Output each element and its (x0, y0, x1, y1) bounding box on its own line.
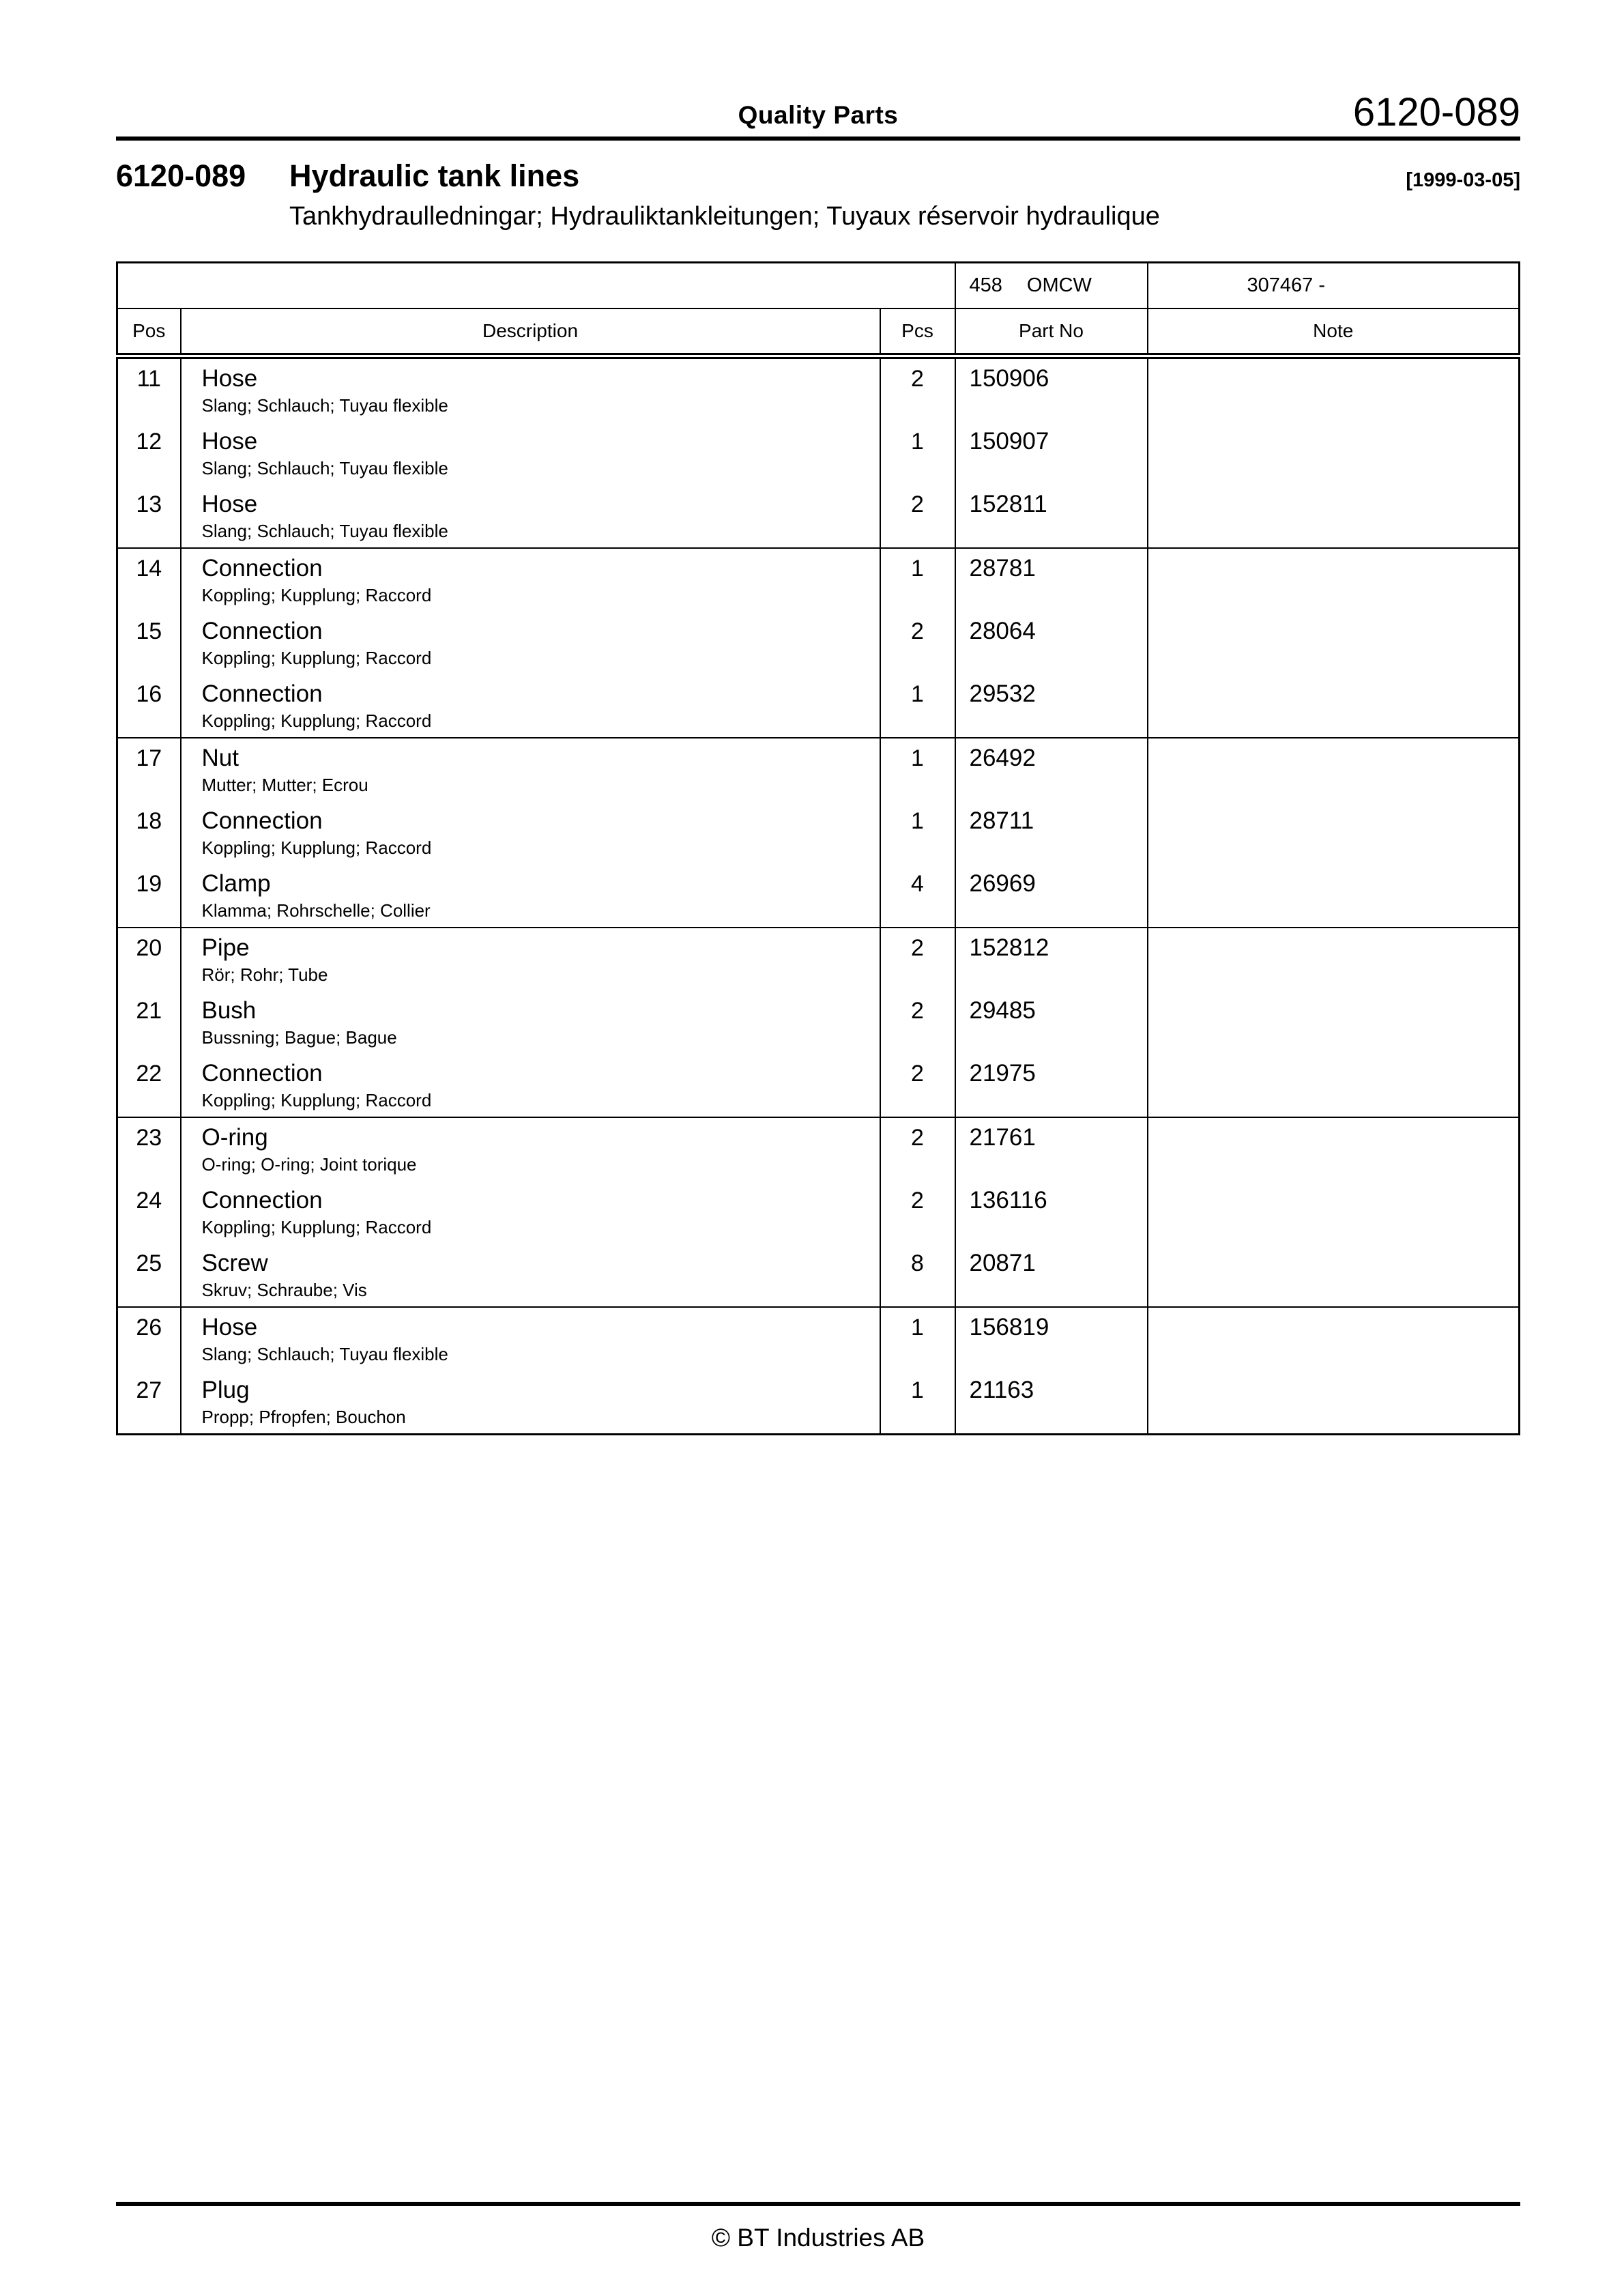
row-description-cell (181, 1181, 880, 1244)
row-description-sub: Mutter; Mutter; Ecrou (201, 775, 368, 795)
table-meta-row (117, 263, 1520, 309)
row-description: Hose (201, 491, 258, 517)
col-header-description: Description (181, 308, 880, 356)
row-description-sub: Klamma; Rohrschelle; Collier (201, 900, 431, 921)
row-note (1148, 1307, 1520, 1371)
row-description-cell (181, 1307, 880, 1371)
row-description-cell (181, 1371, 880, 1435)
page-footer (116, 2202, 1520, 2252)
row-part-no: 26492 (955, 738, 1148, 801)
row-description-cell (181, 485, 880, 548)
parts-table (116, 261, 1520, 1435)
row-part-no: 26969 (955, 864, 1148, 928)
row-pos: 25 (136, 1250, 162, 1276)
row-description-sub: Skruv; Schraube; Vis (201, 1280, 367, 1300)
row-pcs: 8 (880, 1244, 955, 1307)
row-description: O-ring (201, 1124, 268, 1151)
row-pcs: 4 (880, 864, 955, 928)
page-header (116, 41, 1520, 137)
row-description: Hose (201, 428, 258, 455)
brand-title: Quality Parts (738, 101, 899, 129)
row-description: Connection (201, 555, 323, 582)
table-row (117, 1117, 1520, 1181)
row-part-no: 20871 (955, 1244, 1148, 1307)
table-row (117, 1307, 1520, 1371)
row-pcs: 1 (880, 801, 955, 864)
table-row (117, 1244, 1520, 1307)
row-pos: 27 (136, 1377, 162, 1403)
table-row (117, 738, 1520, 801)
header-rule (116, 137, 1520, 141)
row-part-no: 28064 (955, 612, 1148, 674)
row-pos: 15 (136, 618, 162, 644)
row-part-no: 152811 (955, 485, 1148, 548)
row-pcs: 1 (880, 674, 955, 738)
row-note (1148, 864, 1520, 928)
meta-empty-cell (117, 263, 955, 309)
row-pcs: 1 (880, 738, 955, 801)
row-note (1148, 356, 1520, 422)
row-description: Clamp (201, 870, 271, 897)
row-part-no: 21163 (955, 1371, 1148, 1435)
table-row (117, 1054, 1520, 1117)
row-pcs: 2 (880, 1117, 955, 1181)
row-description: Bush (201, 997, 257, 1024)
title-row (116, 158, 1520, 194)
row-part-no: 150907 (955, 422, 1148, 485)
row-part-no: 156819 (955, 1307, 1148, 1371)
row-pos: 12 (136, 429, 162, 455)
row-description: Hose (201, 365, 258, 392)
table-row (117, 1371, 1520, 1435)
row-pos: 17 (117, 738, 181, 801)
row-part-no: 152812 (955, 928, 1148, 991)
row-description-sub: Bussning; Bague; Bague (201, 1027, 397, 1048)
row-description-sub: Koppling; Kupplung; Raccord (201, 837, 432, 858)
row-note (1148, 738, 1520, 801)
page-title: Hydraulic tank lines (289, 158, 580, 193)
table-row (117, 548, 1520, 612)
row-description-sub: Propp; Pfropfen; Bouchon (201, 1407, 406, 1427)
row-description-cell (181, 991, 880, 1054)
row-part-no: 28781 (955, 548, 1148, 612)
meta-serial-cell (1148, 263, 1520, 309)
row-part-no: 21975 (955, 1054, 1148, 1117)
row-description: Screw (201, 1250, 268, 1276)
row-note (1148, 928, 1520, 991)
row-description: Nut (201, 745, 239, 771)
meta-model: 458 (969, 274, 1002, 296)
row-note (1148, 991, 1520, 1054)
row-description: Connection (201, 1060, 323, 1087)
row-part-no: 136116 (955, 1181, 1148, 1244)
table-row (117, 485, 1520, 548)
row-description-cell (181, 356, 880, 422)
row-pcs: 2 (880, 485, 955, 548)
table-row (117, 928, 1520, 991)
meta-model-code-cell (955, 263, 1148, 309)
row-description-sub: Koppling; Kupplung; Raccord (201, 1217, 432, 1237)
row-description-cell (181, 864, 880, 928)
row-description-cell (181, 928, 880, 991)
row-note (1148, 612, 1520, 674)
row-part-no: 28711 (955, 801, 1148, 864)
row-description: Connection (201, 618, 323, 644)
row-description-cell (181, 422, 880, 485)
row-description: Pipe (201, 934, 250, 961)
meta-serial: 307467 - (1247, 274, 1325, 296)
row-note (1148, 1244, 1520, 1307)
row-note (1148, 801, 1520, 864)
row-part-no: 21761 (955, 1117, 1148, 1181)
row-description: Plug (201, 1377, 250, 1403)
row-description-sub: Slang; Schlauch; Tuyau flexible (201, 521, 448, 541)
col-header-pos: Pos (117, 308, 181, 356)
table-row (117, 864, 1520, 928)
row-pcs: 2 (880, 928, 955, 991)
row-pcs: 2 (880, 356, 955, 422)
row-description-sub: Rör; Rohr; Tube (201, 964, 328, 985)
doc-number: 6120-089 (116, 158, 246, 193)
row-pos: 16 (136, 681, 162, 707)
table-row (117, 422, 1520, 485)
row-pcs: 2 (880, 612, 955, 674)
copyright: © BT Industries AB (711, 2224, 925, 2252)
row-description-cell (181, 1117, 880, 1181)
row-pos: 14 (117, 548, 181, 612)
row-note (1148, 548, 1520, 612)
revision-date: [1999-03-05] (1406, 169, 1520, 191)
col-header-part-no: Part No (955, 308, 1148, 356)
table-header-row (117, 308, 1520, 356)
row-pcs: 1 (880, 1307, 955, 1371)
row-pos: 21 (136, 998, 162, 1024)
meta-code: OMCW (1026, 274, 1092, 296)
row-description-sub: O-ring; O-ring; Joint torique (201, 1154, 417, 1175)
row-description-cell (181, 674, 880, 738)
row-pos: 24 (136, 1188, 162, 1214)
row-pos: 26 (117, 1307, 181, 1371)
row-pos: 23 (117, 1117, 181, 1181)
table-row (117, 612, 1520, 674)
col-header-pcs: Pcs (880, 308, 955, 356)
row-pos: 20 (117, 928, 181, 991)
row-description-sub: Koppling; Kupplung; Raccord (201, 585, 432, 605)
row-description-sub: Koppling; Kupplung; Raccord (201, 1090, 432, 1110)
row-pos: 22 (136, 1061, 162, 1087)
row-note (1148, 1117, 1520, 1181)
row-description-sub: Koppling; Kupplung; Raccord (201, 711, 432, 731)
row-note (1148, 674, 1520, 738)
row-pos: 19 (136, 871, 162, 897)
row-pos: 11 (136, 366, 161, 392)
col-header-note: Note (1148, 308, 1520, 356)
row-pos: 18 (136, 808, 162, 834)
row-pos: 13 (136, 491, 162, 517)
row-note (1148, 422, 1520, 485)
row-description: Connection (201, 1187, 323, 1214)
row-description-cell (181, 612, 880, 674)
row-description-sub: Slang; Schlauch; Tuyau flexible (201, 458, 448, 478)
row-description-sub: Slang; Schlauch; Tuyau flexible (201, 1344, 448, 1364)
row-pcs: 2 (880, 1181, 955, 1244)
row-part-no: 29532 (955, 674, 1148, 738)
parts-table-body (117, 356, 1520, 1435)
row-description: Hose (201, 1314, 258, 1340)
row-description-sub: Koppling; Kupplung; Raccord (201, 648, 432, 668)
row-pcs: 1 (880, 1371, 955, 1435)
row-description-cell (181, 1054, 880, 1117)
row-pcs: 1 (880, 548, 955, 612)
table-row (117, 356, 1520, 422)
doc-number-top-right: 6120-089 (1352, 90, 1520, 134)
row-description: Connection (201, 680, 323, 707)
table-row (117, 674, 1520, 738)
row-pcs: 2 (880, 991, 955, 1054)
page-subtitle: Tankhydraulledningar; Hydrauliktankleitungen; Tuyaux réservoir hydraulique (289, 202, 1160, 231)
row-description-cell (181, 801, 880, 864)
row-part-no: 29485 (955, 991, 1148, 1054)
row-description-cell (181, 1244, 880, 1307)
table-row (117, 1181, 1520, 1244)
row-description: Connection (201, 807, 323, 834)
row-note (1148, 1054, 1520, 1117)
row-note (1148, 1371, 1520, 1435)
table-row (117, 991, 1520, 1054)
row-description-cell (181, 548, 880, 612)
row-pcs: 2 (880, 1054, 955, 1117)
row-description-cell (181, 738, 880, 801)
row-pcs: 1 (880, 422, 955, 485)
row-note (1148, 1181, 1520, 1244)
row-description-sub: Slang; Schlauch; Tuyau flexible (201, 395, 448, 416)
table-row (117, 801, 1520, 864)
row-part-no: 150906 (955, 356, 1148, 422)
row-note (1148, 485, 1520, 548)
